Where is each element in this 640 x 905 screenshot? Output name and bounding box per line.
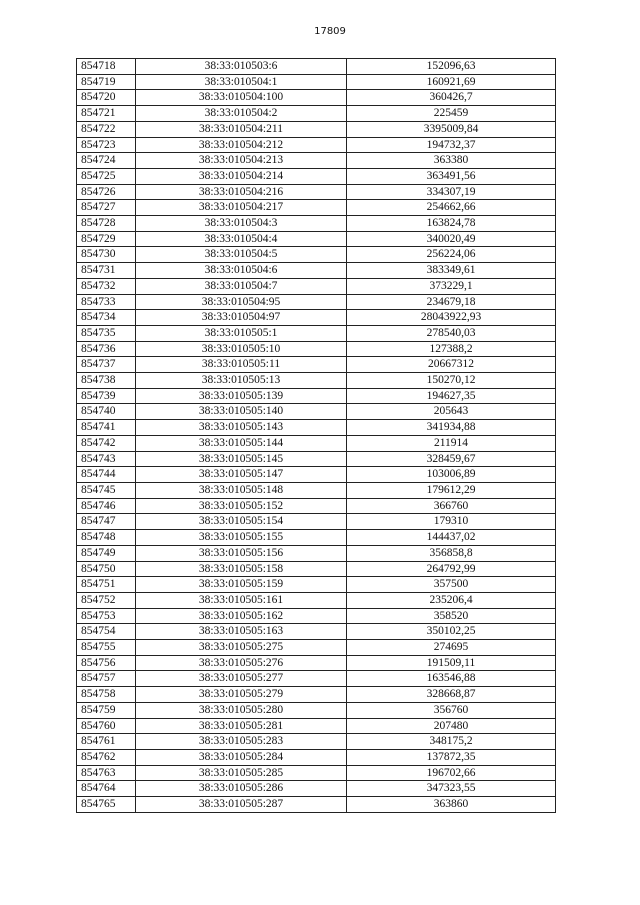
cadastral-value-cell: 207480 bbox=[347, 718, 556, 734]
cadastral-number-cell: 38:33:010505:161 bbox=[136, 592, 347, 608]
cadastral-value-cell: 328459,67 bbox=[347, 451, 556, 467]
table-row bbox=[77, 702, 556, 718]
cadastral-number-cell: 38:33:010505:275 bbox=[136, 640, 347, 656]
cadastral-value-cell: 363491,56 bbox=[347, 168, 556, 184]
cadastral-value-cell: 274695 bbox=[347, 640, 556, 656]
cadastral-number-cell: 38:33:010505:143 bbox=[136, 420, 347, 436]
table-row bbox=[77, 467, 556, 483]
cadastral-value-cell: 191509,11 bbox=[347, 655, 556, 671]
cadastral-number-cell: 38:33:010504:97 bbox=[136, 310, 347, 326]
row-number-cell: 854734 bbox=[77, 310, 136, 326]
table-row bbox=[77, 294, 556, 310]
cadastral-value-cell: 358520 bbox=[347, 608, 556, 624]
cadastral-number-cell: 38:33:010504:213 bbox=[136, 153, 347, 169]
cadastral-value-cell: 348175,2 bbox=[347, 734, 556, 750]
row-number-cell: 854739 bbox=[77, 388, 136, 404]
cadastral-value-cell: 28043922,93 bbox=[347, 310, 556, 326]
row-number-cell: 854753 bbox=[77, 608, 136, 624]
cadastral-number-cell: 38:33:010505:144 bbox=[136, 435, 347, 451]
row-number-cell: 854748 bbox=[77, 530, 136, 546]
row-number-cell: 854744 bbox=[77, 467, 136, 483]
cadastral-number-cell: 38:33:010505:148 bbox=[136, 482, 347, 498]
cadastral-value-cell: 179310 bbox=[347, 514, 556, 530]
row-number-cell: 854733 bbox=[77, 294, 136, 310]
cadastral-value-cell: 341934,88 bbox=[347, 420, 556, 436]
cadastral-number-cell: 38:33:010504:6 bbox=[136, 263, 347, 279]
row-number-cell: 854755 bbox=[77, 640, 136, 656]
cadastral-value-cell: 334307,19 bbox=[347, 184, 556, 200]
cadastral-value-cell: 3395009,84 bbox=[347, 121, 556, 137]
cadastral-number-cell: 38:33:010504:100 bbox=[136, 90, 347, 106]
table-row bbox=[77, 577, 556, 593]
cadastral-value-cell: 235206,4 bbox=[347, 592, 556, 608]
table-row bbox=[77, 373, 556, 389]
cadastral-value-cell: 363380 bbox=[347, 153, 556, 169]
cadastral-value-cell: 360426,7 bbox=[347, 90, 556, 106]
row-number-cell: 854756 bbox=[77, 655, 136, 671]
row-number-cell: 854721 bbox=[77, 106, 136, 122]
row-number-cell: 854738 bbox=[77, 373, 136, 389]
cadastral-number-cell: 38:33:010504:214 bbox=[136, 168, 347, 184]
table-row bbox=[77, 74, 556, 90]
row-number-cell: 854724 bbox=[77, 153, 136, 169]
row-number-cell: 854720 bbox=[77, 90, 136, 106]
cadastral-number-cell: 38:33:010505:159 bbox=[136, 577, 347, 593]
row-number-cell: 854750 bbox=[77, 561, 136, 577]
cadastral-value-cell: 20667312 bbox=[347, 357, 556, 373]
cadastral-value-cell: 196702,66 bbox=[347, 765, 556, 781]
cadastral-number-cell: 38:33:010505:280 bbox=[136, 702, 347, 718]
row-number-cell: 854763 bbox=[77, 765, 136, 781]
cadastral-value-cell: 179612,29 bbox=[347, 482, 556, 498]
cadastral-number-cell: 38:33:010505:287 bbox=[136, 797, 347, 813]
cadastral-value-cell: 163824,78 bbox=[347, 216, 556, 232]
row-number-cell: 854764 bbox=[77, 781, 136, 797]
row-number-cell: 854737 bbox=[77, 357, 136, 373]
table-row bbox=[77, 121, 556, 137]
cadastral-value-cell: 137872,35 bbox=[347, 749, 556, 765]
cadastral-value-cell: 152096,63 bbox=[347, 59, 556, 75]
cadastral-number-cell: 38:33:010504:7 bbox=[136, 278, 347, 294]
cadastral-value-cell: 144437,02 bbox=[347, 530, 556, 546]
cadastral-number-cell: 38:33:010505:284 bbox=[136, 749, 347, 765]
cadastral-value-cell: 356858,8 bbox=[347, 545, 556, 561]
cadastral-number-cell: 38:33:010505:13 bbox=[136, 373, 347, 389]
row-number-cell: 854740 bbox=[77, 404, 136, 420]
table-row bbox=[77, 153, 556, 169]
table-row bbox=[77, 59, 556, 75]
cadastral-value-cell: 363860 bbox=[347, 797, 556, 813]
table-row bbox=[77, 797, 556, 813]
cadastral-number-cell: 38:33:010505:285 bbox=[136, 765, 347, 781]
row-number-cell: 854754 bbox=[77, 624, 136, 640]
row-number-cell: 854745 bbox=[77, 482, 136, 498]
table-row bbox=[77, 263, 556, 279]
table-row bbox=[77, 184, 556, 200]
table-row bbox=[77, 608, 556, 624]
table-row bbox=[77, 561, 556, 577]
cadastral-number-cell: 38:33:010504:95 bbox=[136, 294, 347, 310]
table-row bbox=[77, 106, 556, 122]
row-number-cell: 854722 bbox=[77, 121, 136, 137]
row-number-cell: 854730 bbox=[77, 247, 136, 263]
table-row bbox=[77, 545, 556, 561]
table-row bbox=[77, 734, 556, 750]
cadastral-value-cell: 254662,66 bbox=[347, 200, 556, 216]
table-row bbox=[77, 137, 556, 153]
cadastral-number-cell: 38:33:010504:2 bbox=[136, 106, 347, 122]
cadastral-number-cell: 38:33:010505:139 bbox=[136, 388, 347, 404]
cadastral-value-cell: 264792,99 bbox=[347, 561, 556, 577]
table-row bbox=[77, 592, 556, 608]
cadastral-number-cell: 38:33:010504:212 bbox=[136, 137, 347, 153]
row-number-cell: 854719 bbox=[77, 74, 136, 90]
cadastral-number-cell: 38:33:010504:216 bbox=[136, 184, 347, 200]
row-number-cell: 854727 bbox=[77, 200, 136, 216]
table-row bbox=[77, 718, 556, 734]
row-number-cell: 854752 bbox=[77, 592, 136, 608]
table-row bbox=[77, 200, 556, 216]
row-number-cell: 854735 bbox=[77, 325, 136, 341]
cadastral-number-cell: 38:33:010505:10 bbox=[136, 341, 347, 357]
cadastral-number-cell: 38:33:010504:211 bbox=[136, 121, 347, 137]
cadastral-number-cell: 38:33:010504:217 bbox=[136, 200, 347, 216]
row-number-cell: 854742 bbox=[77, 435, 136, 451]
table-row bbox=[77, 640, 556, 656]
cadastral-number-cell: 38:33:010505:155 bbox=[136, 530, 347, 546]
cadastral-number-cell: 38:33:010505:154 bbox=[136, 514, 347, 530]
table-row bbox=[77, 498, 556, 514]
table-row bbox=[77, 247, 556, 263]
table-row bbox=[77, 90, 556, 106]
row-number-cell: 854761 bbox=[77, 734, 136, 750]
table-row bbox=[77, 451, 556, 467]
table-row bbox=[77, 216, 556, 232]
cadastral-value-cell: 357500 bbox=[347, 577, 556, 593]
cadastral-number-cell: 38:33:010505:283 bbox=[136, 734, 347, 750]
cadastral-number-cell: 38:33:010505:145 bbox=[136, 451, 347, 467]
table-row bbox=[77, 310, 556, 326]
row-number-cell: 854741 bbox=[77, 420, 136, 436]
cadastral-number-cell: 38:33:010505:147 bbox=[136, 467, 347, 483]
cadastral-value-cell: 163546,88 bbox=[347, 671, 556, 687]
row-number-cell: 854731 bbox=[77, 263, 136, 279]
cadastral-value-cell: 278540,03 bbox=[347, 325, 556, 341]
cadastral-value-cell: 373229,1 bbox=[347, 278, 556, 294]
cadastral-value-cell: 160921,69 bbox=[347, 74, 556, 90]
cadastral-number-cell: 38:33:010505:158 bbox=[136, 561, 347, 577]
cadastral-value-cell: 127388,2 bbox=[347, 341, 556, 357]
table-row bbox=[77, 420, 556, 436]
row-number-cell: 854725 bbox=[77, 168, 136, 184]
cadastral-number-cell: 38:33:010505:152 bbox=[136, 498, 347, 514]
table-row bbox=[77, 231, 556, 247]
cadastral-number-cell: 38:33:010505:277 bbox=[136, 671, 347, 687]
table-row bbox=[77, 325, 556, 341]
cadastral-value-cell: 205643 bbox=[347, 404, 556, 420]
cadastral-value-cell: 211914 bbox=[347, 435, 556, 451]
table-row bbox=[77, 357, 556, 373]
cadastral-value-cell: 103006,89 bbox=[347, 467, 556, 483]
table-row bbox=[77, 687, 556, 703]
cadastral-number-cell: 38:33:010505:1 bbox=[136, 325, 347, 341]
row-number-cell: 854732 bbox=[77, 278, 136, 294]
cadastral-number-cell: 38:33:010505:281 bbox=[136, 718, 347, 734]
row-number-cell: 854728 bbox=[77, 216, 136, 232]
cadastral-number-cell: 38:33:010504:5 bbox=[136, 247, 347, 263]
row-number-cell: 854765 bbox=[77, 797, 136, 813]
row-number-cell: 854746 bbox=[77, 498, 136, 514]
cadastral-value-table bbox=[76, 58, 556, 813]
cadastral-number-cell: 38:33:010504:1 bbox=[136, 74, 347, 90]
table-row bbox=[77, 765, 556, 781]
row-number-cell: 854759 bbox=[77, 702, 136, 718]
cadastral-value-cell: 366760 bbox=[347, 498, 556, 514]
cadastral-value-cell: 150270,12 bbox=[347, 373, 556, 389]
row-number-cell: 854718 bbox=[77, 59, 136, 75]
table-row bbox=[77, 671, 556, 687]
row-number-cell: 854751 bbox=[77, 577, 136, 593]
cadastral-value-cell: 347323,55 bbox=[347, 781, 556, 797]
table-row bbox=[77, 624, 556, 640]
cadastral-number-cell: 38:33:010505:286 bbox=[136, 781, 347, 797]
table-row bbox=[77, 530, 556, 546]
row-number-cell: 854729 bbox=[77, 231, 136, 247]
table-row bbox=[77, 514, 556, 530]
cadastral-number-cell: 38:33:010505:276 bbox=[136, 655, 347, 671]
cadastral-number-cell: 38:33:010505:162 bbox=[136, 608, 347, 624]
page-number: 17809 bbox=[314, 26, 346, 37]
table-body bbox=[77, 59, 556, 813]
cadastral-value-cell: 225459 bbox=[347, 106, 556, 122]
cadastral-value-cell: 194732,37 bbox=[347, 137, 556, 153]
table-row bbox=[77, 168, 556, 184]
row-number-cell: 854762 bbox=[77, 749, 136, 765]
row-number-cell: 854743 bbox=[77, 451, 136, 467]
cadastral-value-cell: 194627,35 bbox=[347, 388, 556, 404]
table-row bbox=[77, 482, 556, 498]
cadastral-value-cell: 383349,61 bbox=[347, 263, 556, 279]
row-number-cell: 854726 bbox=[77, 184, 136, 200]
row-number-cell: 854757 bbox=[77, 671, 136, 687]
cadastral-value-cell: 256224,06 bbox=[347, 247, 556, 263]
cadastral-value-cell: 328668,87 bbox=[347, 687, 556, 703]
table-row bbox=[77, 388, 556, 404]
table-row bbox=[77, 781, 556, 797]
table-row bbox=[77, 278, 556, 294]
row-number-cell: 854760 bbox=[77, 718, 136, 734]
cadastral-number-cell: 38:33:010504:3 bbox=[136, 216, 347, 232]
cadastral-number-cell: 38:33:010503:6 bbox=[136, 59, 347, 75]
cadastral-number-cell: 38:33:010505:163 bbox=[136, 624, 347, 640]
cadastral-number-cell: 38:33:010504:4 bbox=[136, 231, 347, 247]
table-row bbox=[77, 404, 556, 420]
cadastral-number-cell: 38:33:010505:140 bbox=[136, 404, 347, 420]
cadastral-value-cell: 340020,49 bbox=[347, 231, 556, 247]
row-number-cell: 854747 bbox=[77, 514, 136, 530]
cadastral-number-cell: 38:33:010505:11 bbox=[136, 357, 347, 373]
table-row bbox=[77, 341, 556, 357]
row-number-cell: 854749 bbox=[77, 545, 136, 561]
row-number-cell: 854736 bbox=[77, 341, 136, 357]
table-row bbox=[77, 749, 556, 765]
table-row bbox=[77, 435, 556, 451]
cadastral-value-cell: 234679,18 bbox=[347, 294, 556, 310]
cadastral-number-cell: 38:33:010505:279 bbox=[136, 687, 347, 703]
row-number-cell: 854723 bbox=[77, 137, 136, 153]
table-row bbox=[77, 655, 556, 671]
row-number-cell: 854758 bbox=[77, 687, 136, 703]
cadastral-number-cell: 38:33:010505:156 bbox=[136, 545, 347, 561]
cadastral-value-cell: 356760 bbox=[347, 702, 556, 718]
cadastral-value-cell: 350102,25 bbox=[347, 624, 556, 640]
